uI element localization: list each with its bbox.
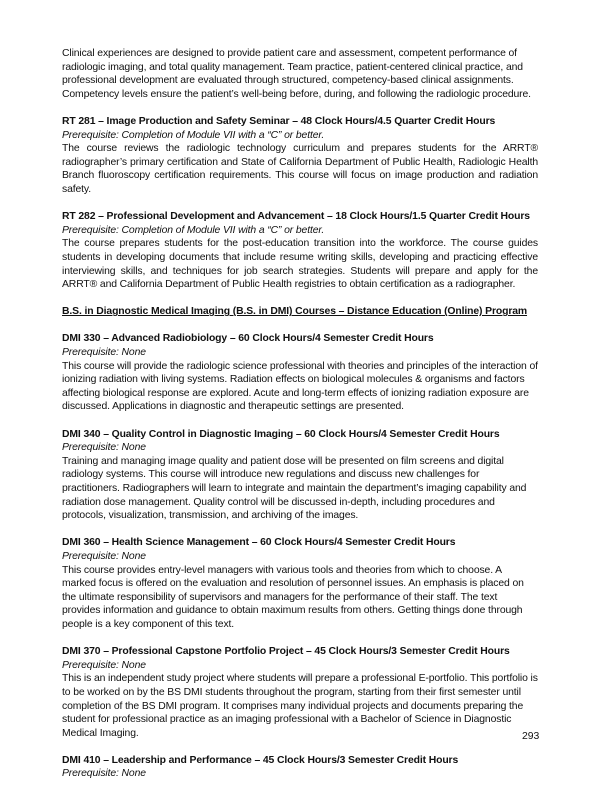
course-prerequisite: Prerequisite: Completion of Module VII with a “C” or better. — [62, 129, 325, 141]
course-prerequisite: Prerequisite: None — [62, 442, 146, 454]
course-title: DMI 340 – Quality Control in Diagnostic Imaging – 60 Clock Hours/4 Semester Credit Hours — [62, 428, 500, 440]
course-title: DMI 410 – Leadership and Performance – 45 Clock Hours/3 Semester Credit Hours — [62, 754, 459, 766]
course-rt-281 — [62, 115, 538, 197]
course-description: This is an independent study project where students will prepare a professional E-portfolio. This portfolio is to be worked on by the BS DMI students throughout the program, starting from their first semester until completion of the BS DMI program. It comprises many individual projects and documents preparing the student for professional practice as an imaging professional with a Bachelor of Science in Diagnostic Medical Imaging. — [62, 673, 538, 739]
course-description: This course provides entry-level managers with various tools and theories from which to choose. A marked focus is offered on the evaluation and resolution of personnel issues. An emphasis is placed on the ultimate responsibility of supervisors and managers for the performance of their staff. The text provides information and guidance to obtain maximum results from others. Getting things done through people is a key component of this text. — [62, 564, 524, 630]
course-title: DMI 330 – Advanced Radiobiology – 60 Clock Hours/4 Semester Credit Hours — [62, 333, 434, 345]
course-title: DMI 370 – Professional Capstone Portfolio Project – 45 Clock Hours/3 Semester Credit Hours — [62, 646, 510, 658]
course-dmi-330 — [62, 332, 538, 414]
course-rt-282 — [62, 210, 538, 292]
course-title: RT 282 – Professional Development and Advancement – 18 Clock Hours/1.5 Quarter Credit Hours — [62, 211, 530, 223]
course-prerequisite: Prerequisite: Completion of Module VII with a “C” or better. — [62, 224, 325, 236]
course-dmi-340 — [62, 428, 538, 523]
course-dmi-370 — [62, 645, 538, 740]
course-description: The course prepares students for the post-education transition into the workforce. The course guides students in developing documents that include resume writing skills, developing and practicing effective interviewing skills, and techniques for job search strategies. Students will prepare and apply for the ARRT® and California Department of Public Health registries to obtain certification as a radiographer. — [62, 238, 538, 291]
course-description: This course will provide the radiologic science professional with theories and principles of the interaction of ionizing radiation with living systems. Radiation effects on biological molecules & organisms and factors affecting biological response are explored. Acute and long-term effects of ionizing radiation exposure are discussed. Applications in diagnostic and therapeutic settings are presented. — [62, 360, 538, 413]
course-description: The course reviews the radiologic technology curriculum and prepares students for the ARRT® radiographer’s primary certification and State of California Department of Public Health, Radiologic Health Branch fluoroscopy certification requirements. This course will focus on image production and radiation safety. — [62, 143, 538, 195]
course-prerequisite: Prerequisite: None — [62, 550, 146, 562]
course-title: DMI 360 – Health Science Management – 60 Clock Hours/4 Semester Credit Hours — [62, 537, 456, 549]
document-page — [62, 47, 538, 795]
page-number: 293 — [522, 731, 540, 742]
section-heading: B.S. in Diagnostic Medical Imaging (B.S. in DMI) Courses – Distance Education (Online) Program — [62, 306, 528, 318]
course-prerequisite: Prerequisite: None — [62, 659, 146, 671]
course-prerequisite: Prerequisite: None — [62, 347, 146, 359]
course-title: RT 281 – Image Production and Safety Seminar – 48 Clock Hours/4.5 Quarter Credit Hours — [62, 115, 496, 127]
course-dmi-410 — [62, 754, 538, 781]
course-prerequisite: Prerequisite: None — [62, 768, 146, 780]
course-description: Training and managing image quality and patient dose will be presented on film screens and digital radiology systems. This course will introduce new regulations and discuss new challenges for practitioners. Radiographers will learn to integrate and maintain the department’s imaging capability and radiation dose management. Quality control will be discussed in-depth, including procedures and protocols, visualization, transmission, and archiving of the images. — [62, 455, 527, 522]
intro-paragraph: Clinical experiences are designed to provide patient care and assessment, competent performance of radiologic imaging, and total quality management. Team practice, patient-centered clinical practice, and professional development are evaluated through structured, competency-based clinical assignments. Competency levels ensure the patient’s well-being before, during, and following the radiologic procedure. — [62, 48, 531, 100]
course-dmi-360 — [62, 536, 538, 631]
